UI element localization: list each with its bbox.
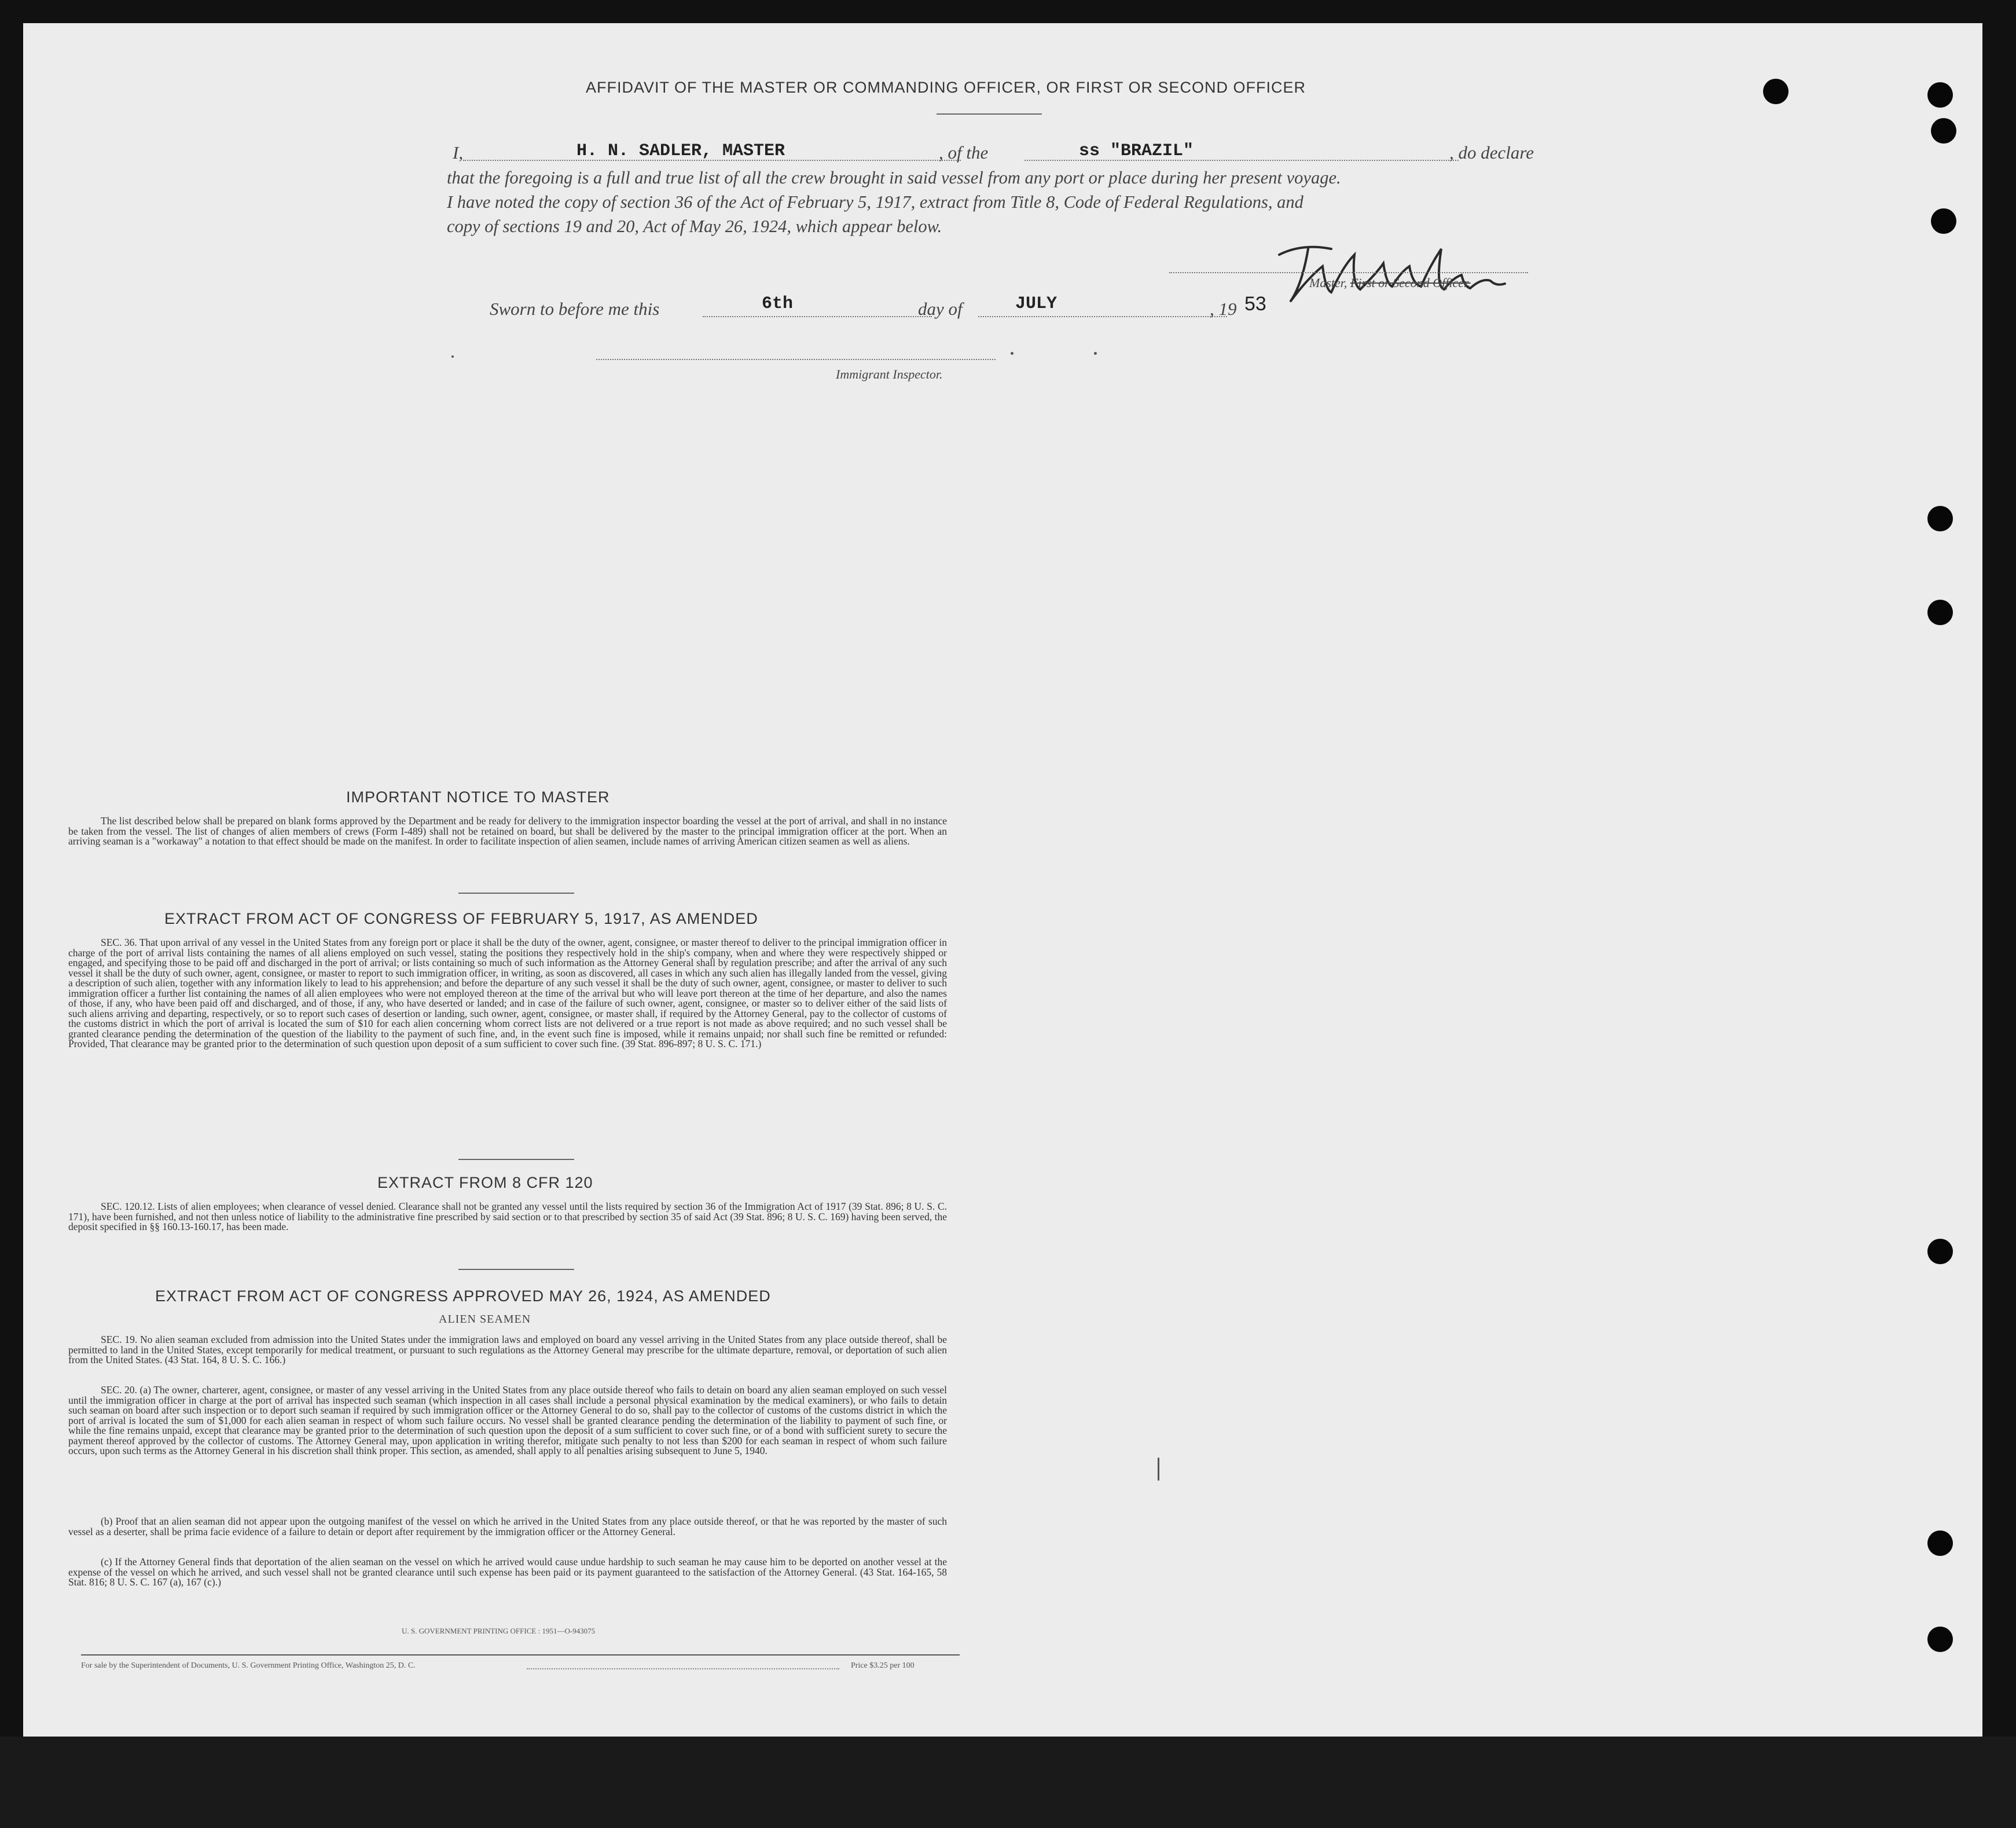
scan-speck (1094, 352, 1097, 355)
sec-19-body: SEC. 19. No alien seaman excluded from admission into the United States under the immigration laws and employed on board any vessel arriving in the United States from any place outside thereof, shall be permitted to land in the United States, except temporarily for medical treatment, or pursuant to such regulations as the Attorney General may prescribe for the ultimate departure, removal, or deportation of such alien from the United States. (43 Stat. 164, 8 U. S. C. 166.) (68, 1334, 947, 1366)
binder-hole (1927, 1239, 1953, 1264)
scan-speck (1011, 352, 1013, 355)
extract-1917-body: SEC. 36. That upon arrival of any vessel in the United States from any foreign port or place it shall be the duty of the owner, agent, consignee, or master thereof to deliver to the principal immigration officer in charge of the port of arrival lists containing the names of all aliens employed on such vessel, stating the positions they respectively hold in the ship's company, when and where they were respectively shipped or engaged, and specifying those to be paid off and discharged in the port of arrival; or lists containing so much of such information as the Attorney General shall by regulation prescribe; and after the arrival of any such vessel it shall be the duty of such owner, agent, consignee, or master to report to such immigration officer, in writing, as soon as discovered, all cases in which any such alien has illegally landed from the vessel, giving a description of such alien, together with any information likely to lead to his apprehension; and before the departure of any such vessel it shall be the duty of such owner, agent, consignee, or master to deliver to such immigration officer a further list containing the names of all alien employees who were not employed thereon at the time of the arrival but who will leave port thereon at the time of her departure, and also the names of those, if any, who have been paid off and discharged, and of those, if any, who have deserted or landed; and in case of the failure of such owner, agent, consignee, or master so to deliver either of the said lists of such aliens arriving and departing, respectively, or so to report such cases of desertion or landing, such owner, agent, consignee, or master shall, if required by the Attorney General, pay to the collector of customs of the customs district in which the port of arrival is located the sum of $10 for each alien concerning whom correct lists are not delivered or a true report is not made as above required; and no such vessel shall be granted clearance pending the determination of the question of the liability to the payment of such fine, and, in the event such fine is imposed, while it remains unpaid; nor shall such fine be remitted or refunded: Provided, That clearance may be granted prior to the determination of such question upon deposit of a sum sufficient to cover such fine. (39 Stat. 896-897; 8 U. S. C. 171.) (68, 937, 947, 1049)
sworn-month: JULY (1015, 294, 1057, 314)
inspector-line (596, 359, 996, 360)
extract-1917-title: EXTRACT FROM ACT OF CONGRESS OF FEBRUARY 5, 1917, AS AMENDED (164, 910, 758, 927)
printer-mark: U. S. GOVERNMENT PRINTING OFFICE : 1951—O-943075 (402, 1627, 596, 1635)
binder-hole (1927, 506, 1953, 531)
year-prefix: , 19 (1210, 299, 1237, 319)
binder-hole (1927, 82, 1953, 108)
vessel-name: ss "BRAZIL" (1079, 141, 1194, 161)
notice-body: The list described below shall be prepared on blank forms approved by the Department and be ready for delivery to the immigration inspector boarding the vessel at the port of arrival, and shall in no instance be taken from the vessel. The list of changes of alien members of crews (Form I-489) shall not be retained on board, but shall be delivered by the master to the principal immigration officer at the port. When an arriving seaman is a "workaway" a notation to that effect should be made on the manifest. In order to facilitate inspection of alien seamen, include names of arriving American citizen seamen as well as aliens. (68, 815, 947, 847)
signer-struck: First or Second Officer. (1350, 276, 1471, 290)
of-the-label: , of the (939, 142, 989, 163)
month-line (978, 316, 1227, 317)
signer-master: Master, (1309, 276, 1347, 290)
binder-hole (1763, 79, 1789, 104)
title-divider (937, 113, 1042, 115)
extract-1924-title: EXTRACT FROM ACT OF CONGRESS APPROVED MAY 26, 1924, AS AMENDED (155, 1287, 771, 1305)
sec-20b-body: (b) Proof that an alien seaman did not appear upon the outgoing manifest of the vessel on which he arrived in the United States from any place outside thereof, or that he was reported by the master of such vessel as a deserter, shall be prima facie evidence of a failure to detain or deport after requirement by the immigration officer or the Attorney General. (68, 1515, 947, 1537)
day-of-label: day of (918, 299, 963, 319)
extract-1924-subtitle: ALIEN SEAMEN (439, 1313, 531, 1326)
sec-20c-body: (c) If the Attorney General finds that deportation of the alien seaman on the vessel on which he arrived would cause undue hardship to such seaman he may cause him to be deported on another vessel at the expense of the vessel on which he arrived, and such vessel shall not be granted clearance until such expense has been paid or its payment guaranteed to the satisfaction of the Attorney General. (43 Stat. 164-165, 58 Stat. 816; 8 U. S. C. 167 (a), 167 (c).) (68, 1556, 947, 1588)
master-name: H. N. SADLER, MASTER (576, 141, 785, 161)
scan-frame-bottom (0, 1737, 2016, 1828)
binder-hole (1931, 208, 1956, 234)
extract-cfr-title: EXTRACT FROM 8 CFR 120 (377, 1174, 593, 1191)
binder-hole (1927, 600, 1953, 625)
notice-title: IMPORTANT NOTICE TO MASTER (346, 788, 610, 806)
binder-hole (1927, 1627, 1953, 1652)
footer-rule (81, 1654, 960, 1656)
footer-dots (527, 1668, 839, 1669)
inspector-label: Immigrant Inspector. (836, 367, 943, 381)
extract-cfr-body: SEC. 120.12. Lists of alien employees; when clearance of vessel denied. Clearance shall not be granted any vessel until the lists required by section 36 of the Immigration Act of 1917 (39 Stat. 896; 8 U. S. C. 171), have been furnished, and not then unless notice of liability to the administrative fine prescribed by said section or to that prescribed by section 35 of said Act (39 Stat. 896; 8 U. S. C. 169) having been served, the deposit specified in §§ 160.13-160.17, has been made. (68, 1201, 947, 1232)
signature-line (1169, 272, 1528, 273)
binder-hole (1927, 1530, 1953, 1556)
scan-speck (451, 355, 454, 358)
do-declare-label: , do declare (1449, 142, 1534, 163)
footer-sale: For sale by the Superintendent of Documents, U. S. Government Printing Office, Washington 25, D. C. (81, 1661, 416, 1670)
affidavit-i: I, (453, 142, 464, 163)
sec-20a-body: SEC. 20. (a) The owner, charterer, agent, consignee, or master of any vessel arriving in the United States from any place outside thereof who fails to detain on board any alien seaman employed on such vessel until the immigration officer in charge at the port of arrival has inspected such seaman (which inspection in all cases shall include a personal physical examination by the medical examiners), or who fails to detain such seaman on board after such inspection or to deport such seaman if required by such immigration officer or the Attorney General to do so, shall pay to the collector of customs of the customs district in which the port of arrival is located the sum of $1,000 for each alien seaman in respect of whom such failure occurs. No vessel shall be granted clearance pending the determination of the liability to payment of such fine, or while the fine remains unpaid, except that clearance may be granted prior to the determination of such question upon the deposit of a sum sufficient to cover such fine, or of a bond with sufficient surety to secure the payment thereof approved by the collector of customs. The Attorney General may, upon application in writing therefor, mitigate such penalty to not less than $200 for each seaman in respect of whom such failure occurs, upon such terms as the Attorney General in his discretion shall think proper. This section, as amended, shall apply to all penalties arising subsequent to June 5, 1940. (68, 1384, 947, 1456)
year-suffix: 53 (1244, 293, 1266, 315)
binder-hole (1931, 118, 1956, 144)
notice-divider (458, 893, 574, 894)
scan-speck (1158, 1458, 1159, 1481)
day-line (703, 316, 932, 317)
affidavit-line-4: copy of sections 19 and 20, Act of May 26, 1924, which appear below. (447, 216, 942, 236)
footer-price: Price $3.25 per 100 (851, 1661, 915, 1670)
document-page (23, 23, 1982, 1737)
extract-cfr-divider (458, 1269, 574, 1270)
sworn-label: Sworn to before me this (490, 299, 660, 319)
affidavit-line-2: that the foregoing is a full and true list of all the crew brought in said vessel from any port or place during her present voyage. (447, 168, 1341, 188)
affidavit-line-3: I have noted the copy of section 36 of the Act of February 5, 1917, extract from Title 8, Code of Federal Regulations, and (447, 192, 1303, 212)
signer-title (1309, 276, 1471, 291)
affidavit-title: AFFIDAVIT OF THE MASTER OR COMMANDING OFFICER, OR FIRST OR SECOND OFFICER (586, 79, 1306, 96)
extract-1917-divider (458, 1159, 574, 1160)
master-signature (1268, 232, 1511, 315)
sworn-day: 6th (762, 294, 794, 314)
